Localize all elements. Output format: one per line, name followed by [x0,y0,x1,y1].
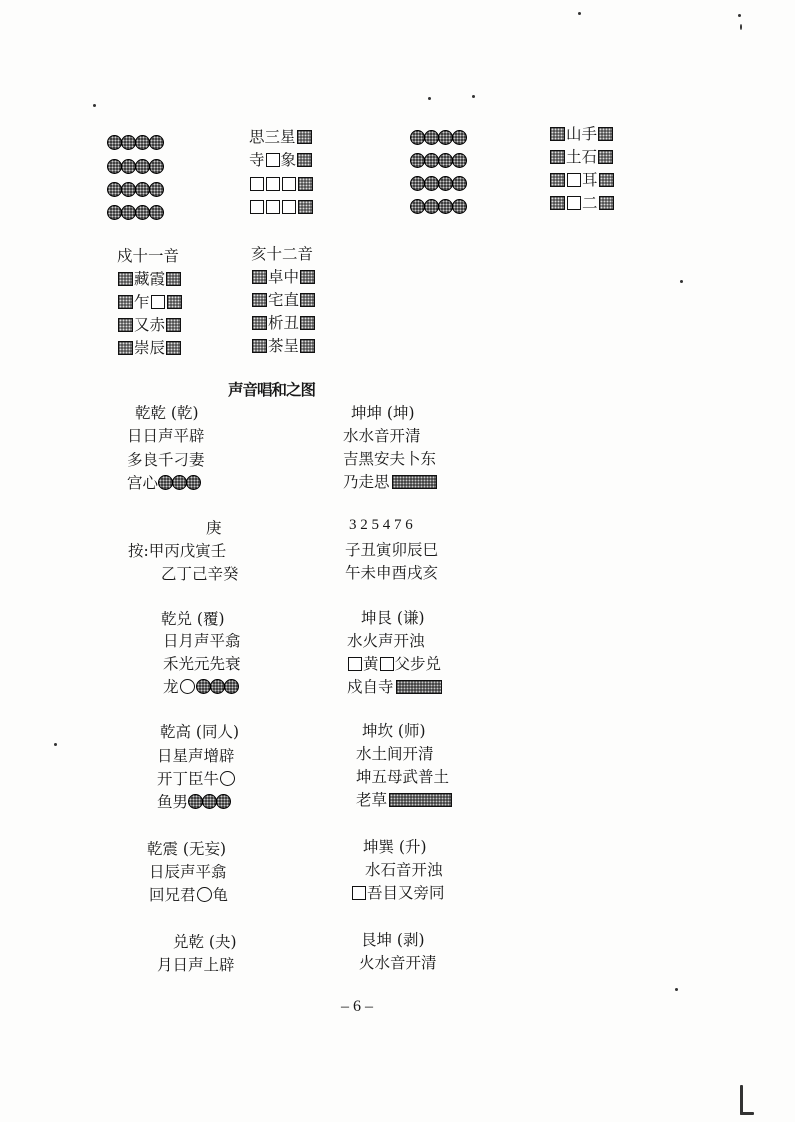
text: 耳 [582,171,598,189]
group-left-title: 乾乾 (乾) [135,404,199,422]
group-right-line [351,883,445,903]
dotted-circle-glyph [216,794,231,809]
group-right-line [347,654,441,674]
filled-block-glyph [298,177,313,191]
dotted-circle-glyph [121,182,136,197]
scan-speck [675,988,678,991]
filled-block-glyph [166,341,181,355]
block-title: 戍十一音 [117,247,180,265]
block-line [249,174,314,194]
dot-row [410,197,466,213]
scan-speck [428,97,431,100]
empty-square-glyph [282,177,296,191]
scan-speck [93,104,96,107]
empty-square-glyph [266,153,280,167]
section-title: 声音唱和之图 [228,380,316,399]
dot-row [410,128,466,144]
dotted-circle-glyph [149,159,164,174]
filled-wide-block-glyph [389,793,452,807]
hollow-circle-glyph [197,887,212,902]
dot-row [107,203,163,219]
group-right-title: 3 2 5 4 7 6 [349,517,413,533]
empty-square-glyph [151,295,165,309]
scan-speck [740,1085,743,1115]
group-right-line: 水石音开浊 [365,861,443,879]
page-number: – 6 – [341,998,373,1015]
filled-block-glyph [598,150,613,164]
dotted-circle-glyph [135,182,150,197]
dotted-circle-glyph [107,182,122,197]
filled-block-glyph [599,173,614,187]
scan-speck [740,1112,754,1115]
text: 藏霞 [134,270,166,288]
dotted-circle-glyph [410,153,425,168]
group-left-line [157,769,236,789]
dotted-circle-glyph [438,153,453,168]
text: 崇辰 [134,339,166,357]
group-left-line [163,677,238,697]
text: 吾目又旁同 [367,884,445,902]
dot-row [107,133,163,149]
dotted-circle-glyph [210,679,225,694]
filled-block-glyph [297,153,312,167]
group-left-line [157,792,230,812]
empty-square-glyph [352,886,366,900]
group-left-title: 乾震 (无妄) [147,840,227,858]
dotted-circle-glyph [424,153,439,168]
filled-block-glyph [298,200,313,214]
filled-block-glyph [252,316,267,330]
dotted-circle-glyph [121,135,136,150]
dotted-circle-glyph [135,205,150,220]
filled-block-glyph [300,339,315,353]
dotted-circle-glyph [107,159,122,174]
dotted-circle-glyph [410,130,425,145]
text: 思三星 [249,128,296,146]
dotted-circle-glyph [186,475,201,490]
empty-square-glyph [567,173,581,187]
group-right-title: 坤巽 (升) [363,838,427,856]
filled-block-glyph [118,341,133,355]
group-left-line: 多良千刁妻 [127,451,205,469]
block-line [549,124,614,144]
dotted-circle-glyph [438,176,453,191]
filled-block-glyph [550,127,565,141]
dotted-circle-glyph [452,199,467,214]
text: 老草 [356,791,388,809]
dotted-circle-glyph [452,130,467,145]
empty-square-glyph [266,200,280,214]
dotted-circle-glyph [172,475,187,490]
dotted-circle-glyph [121,159,136,174]
dot-row [107,157,163,173]
filled-block-glyph [300,316,315,330]
group-left-title: 乾高 (同人) [160,723,240,741]
filled-block-glyph [550,150,565,164]
text: 宫心 [127,474,159,492]
dotted-circle-glyph [188,794,203,809]
dotted-circle-glyph [121,205,136,220]
text: 茶呈 [268,337,300,355]
hollow-circle-glyph [220,771,235,786]
text: 宅直 [268,291,300,309]
dotted-circle-glyph [424,199,439,214]
dotted-circle-glyph [224,679,239,694]
block-line [549,147,614,167]
dotted-circle-glyph [452,153,467,168]
dotted-circle-glyph [438,130,453,145]
dotted-circle-glyph [135,159,150,174]
group-right-line: 水水音开清 [343,427,421,445]
text: 乃走思 [343,473,390,491]
text: 象 [280,151,297,169]
empty-square-glyph [380,657,394,671]
dotted-circle-glyph [196,679,211,694]
filled-block-glyph [550,196,565,210]
dotted-circle-glyph [149,205,164,220]
group-left-line [149,885,228,905]
filled-block-glyph [297,130,312,144]
group-right-line: 水火声开浊 [347,632,425,650]
dotted-circle-glyph [424,130,439,145]
group-left-line: 乙丁己辛癸 [161,565,239,583]
hollow-circle-glyph [180,679,195,694]
group-right-line [356,790,452,810]
block-line [251,313,316,333]
block-line [117,292,183,312]
scan-speck [472,95,475,98]
text: 卓中 [268,268,300,286]
filled-block-glyph [550,173,565,187]
text: 又赤 [134,316,166,334]
group-left-title: 庚 [206,519,222,537]
block-line [251,290,316,310]
group-left-line: 日月声平翕 [163,632,241,650]
dotted-circle-glyph [202,794,217,809]
filled-block-glyph [118,272,133,286]
scan-speck [578,12,581,15]
text: 回兄君 [149,886,196,904]
group-left-title: 兑乾 (夬) [173,933,237,951]
block-line [117,269,182,289]
text: 父步兑 [394,655,442,673]
group-right-line: 午未申酉戌亥 [345,564,439,582]
block-line [251,267,316,287]
dot-row [410,174,466,190]
text: 龟 [212,886,229,904]
dotted-circle-glyph [107,135,122,150]
group-right-title: 艮坤 (剥) [361,931,425,949]
block-line [249,150,313,170]
group-left-line: 日日声平辟 [127,427,205,445]
filled-wide-block-glyph [392,475,437,489]
dotted-circle-glyph [135,135,150,150]
dot-row [410,151,466,167]
dotted-circle-glyph [410,176,425,191]
text: 乍 [134,293,150,311]
filled-block-glyph [118,295,133,309]
dotted-circle-glyph [107,205,122,220]
block-line [117,338,182,358]
text: 黄 [363,655,379,673]
block-line [249,197,314,217]
block-line [549,193,615,213]
scan-speck [54,743,57,746]
text: 土石 [566,148,598,166]
filled-block-glyph [167,295,182,309]
group-right-line: 水土间开清 [356,745,434,763]
group-left-line [127,473,200,493]
block-title: 亥十二音 [251,245,314,263]
group-right-title: 坤坎 (师) [362,722,426,740]
filled-block-glyph [166,272,181,286]
group-right-title: 坤艮 (谦) [361,609,425,627]
filled-block-glyph [599,196,614,210]
empty-square-glyph [567,196,581,210]
filled-block-glyph [300,270,315,284]
dotted-circle-glyph [149,182,164,197]
group-left-line: 日星声增辟 [157,747,235,765]
group-left-line: 禾光元先衰 [163,655,241,673]
text: 开丁臣牛 [157,770,220,788]
dot-row [107,180,163,196]
group-right-line: 吉黑安夫卜东 [343,450,437,468]
text: 寺 [249,151,265,169]
text: 鱼男 [157,793,189,811]
group-left-line: 月日声上辟 [157,956,235,974]
dotted-circle-glyph [452,176,467,191]
filled-block-glyph [300,293,315,307]
block-line [251,336,316,356]
dotted-circle-glyph [158,475,173,490]
group-left-line: 日辰声平翕 [149,863,227,881]
text: 析丑 [268,314,300,332]
empty-square-glyph [348,657,362,671]
scan-speck [738,14,741,17]
filled-wide-block-glyph [396,680,442,694]
empty-square-glyph [282,200,296,214]
filled-block-glyph [166,318,181,332]
group-right-line: 坤五母武普土 [356,768,450,786]
empty-square-glyph [250,200,264,214]
block-line [549,170,615,190]
filled-block-glyph [252,339,267,353]
empty-square-glyph [266,177,280,191]
filled-block-glyph [118,318,133,332]
dotted-circle-glyph [438,199,453,214]
block-line [249,127,313,147]
dotted-circle-glyph [424,176,439,191]
group-left-title: 乾兑 (覆) [161,610,225,628]
scan-speck [740,24,742,30]
text: 二 [582,194,598,212]
group-right-line: 火水音开清 [359,954,437,972]
dotted-circle-glyph [410,199,425,214]
text: 山手 [566,125,598,143]
group-right-title: 坤坤 (坤) [351,404,415,422]
text: 戍自寺 [347,678,394,696]
group-right-line: 子丑寅卯辰巳 [345,541,439,559]
filled-block-glyph [598,127,613,141]
filled-block-glyph [252,293,267,307]
text: 龙 [163,678,179,696]
group-left-line: 按:甲丙戊寅壬 [128,542,227,560]
empty-square-glyph [250,177,264,191]
scan-speck [680,280,683,283]
group-right-line [347,677,442,697]
block-line [117,315,182,335]
filled-block-glyph [252,270,267,284]
group-right-line [343,472,437,492]
dotted-circle-glyph [149,135,164,150]
